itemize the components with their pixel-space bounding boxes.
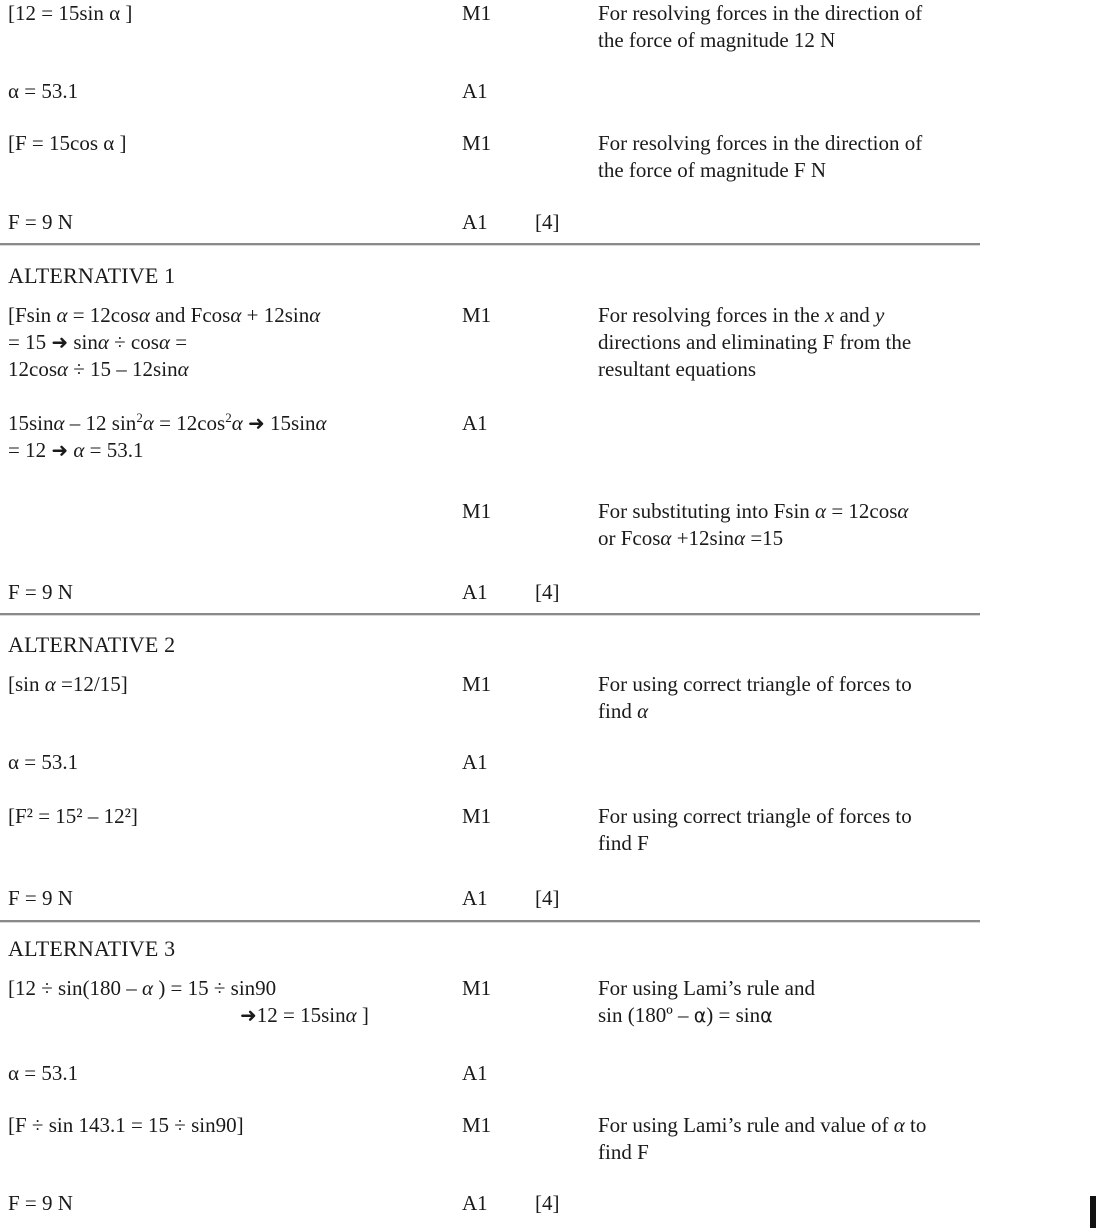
right-arrow-icon: ➜ [51, 330, 69, 354]
working-cell: F = 9 N [8, 580, 73, 604]
working-cell: [sin α =12/15] [8, 672, 128, 696]
note-line: find F [598, 831, 649, 855]
section-divider [0, 613, 980, 616]
note-line: resultant equations [598, 357, 757, 381]
working-line: [12 ÷ sin(180 – α ) = 15 ÷ sin90 [8, 976, 277, 1000]
working-cell: α = 53.1 [8, 79, 79, 103]
working-line: ➜12 = 15sinα ] [240, 1003, 369, 1027]
total-marks-cell: [4] [535, 1191, 560, 1215]
note-cell [598, 302, 998, 383]
mark-code-cell: A1 [462, 210, 488, 234]
note-line: For resolving forces in the direction of [598, 131, 923, 155]
mark-code-cell: M1 [462, 804, 492, 828]
working-cell: [F² = 15² – 12²] [8, 804, 138, 828]
mark-code-cell: M1 [462, 1113, 492, 1137]
mark-code-cell: M1 [462, 976, 492, 1000]
right-arrow-icon: ➜ [248, 411, 265, 435]
note-cell [598, 0, 998, 54]
mark-code-cell: A1 [462, 750, 488, 774]
working-line: 12cosα ÷ 15 – 12sinα [8, 357, 189, 381]
working-line: = 12 ➜ α = 53.1 [8, 438, 144, 462]
note-line: For using correct triangle of forces to [598, 804, 912, 828]
working-cell [8, 410, 458, 464]
section-heading-alternative-1: ALTERNATIVE 1 [8, 263, 176, 288]
note-line: the force of magnitude 12 N [598, 28, 836, 52]
note-line: the force of magnitude F N [598, 158, 827, 182]
working-cell: α = 53.1 [8, 1061, 79, 1085]
note-line: For using correct triangle of forces to [598, 672, 912, 696]
working-cell [8, 302, 458, 383]
working-cell: F = 9 N [8, 886, 73, 910]
note-line: For using Lami’s rule and [598, 976, 815, 1000]
total-marks-cell: [4] [535, 886, 560, 910]
working-cell: F = 9 N [8, 1191, 73, 1215]
working-cell [8, 975, 478, 1029]
working-cell: α = 53.1 [8, 750, 79, 774]
mark-code-cell: A1 [462, 580, 488, 604]
mark-code-cell: M1 [462, 672, 492, 696]
note-line: For resolving forces in the direction of [598, 1, 923, 25]
mark-code-cell: M1 [462, 131, 492, 155]
working-line: 15sinα – 12 $\sin^2\alpha = 12\cos^2\alpha$ ➜ 15sinα [8, 410, 327, 435]
mark-code-cell: M1 [462, 1, 492, 25]
working-cell: [F = 15cos α ] [8, 131, 127, 155]
mark-code-cell: A1 [462, 79, 488, 103]
mark-code-cell: M1 [462, 303, 492, 327]
section-divider [0, 243, 980, 246]
note-cell [598, 671, 998, 725]
mark-code-cell: A1 [462, 886, 488, 910]
note-line: find F [598, 1140, 649, 1164]
note-line: For using Lami’s rule and value of α to [598, 1113, 927, 1137]
mark-code-cell: A1 [462, 1191, 488, 1215]
page-edge-artifact [1090, 1196, 1096, 1228]
mark-code-cell: M1 [462, 499, 492, 523]
note-line: sin (180º – α) = sinα [598, 1003, 773, 1027]
total-marks-cell: [4] [535, 580, 560, 604]
note-cell [598, 1112, 1028, 1166]
right-arrow-icon: ➜ [240, 1003, 257, 1027]
working-line: [Fsin α = 12cosα and Fcosα + 12sinα [8, 303, 321, 327]
note-cell [598, 975, 998, 1030]
section-divider [0, 920, 980, 923]
working-cell: F = 9 N [8, 210, 73, 234]
note-line: For substituting into Fsin α = 12cosα [598, 499, 909, 523]
note-line: find α [598, 699, 649, 723]
note-line: directions and eliminating F from the [598, 330, 912, 354]
note-cell [598, 803, 998, 857]
working-cell: [F ÷ sin 143.1 = 15 ÷ sin90] [8, 1113, 244, 1137]
mark-code-cell: A1 [462, 1061, 488, 1085]
working-line: = 15 ➜ sinα ÷ cosα = [8, 330, 188, 354]
note-line: For resolving forces in the x and y [598, 303, 885, 327]
working-cell: [12 = 15sin α ] [8, 1, 133, 25]
mark-code-cell: A1 [462, 411, 488, 435]
note-cell [598, 130, 998, 184]
section-heading-alternative-3: ALTERNATIVE 3 [8, 936, 176, 961]
total-marks-cell: [4] [535, 210, 560, 234]
note-line: or Fcosα +12sinα =15 [598, 526, 784, 550]
note-cell [598, 498, 998, 552]
section-heading-alternative-2: ALTERNATIVE 2 [8, 632, 176, 657]
right-arrow-icon: ➜ [51, 438, 69, 462]
